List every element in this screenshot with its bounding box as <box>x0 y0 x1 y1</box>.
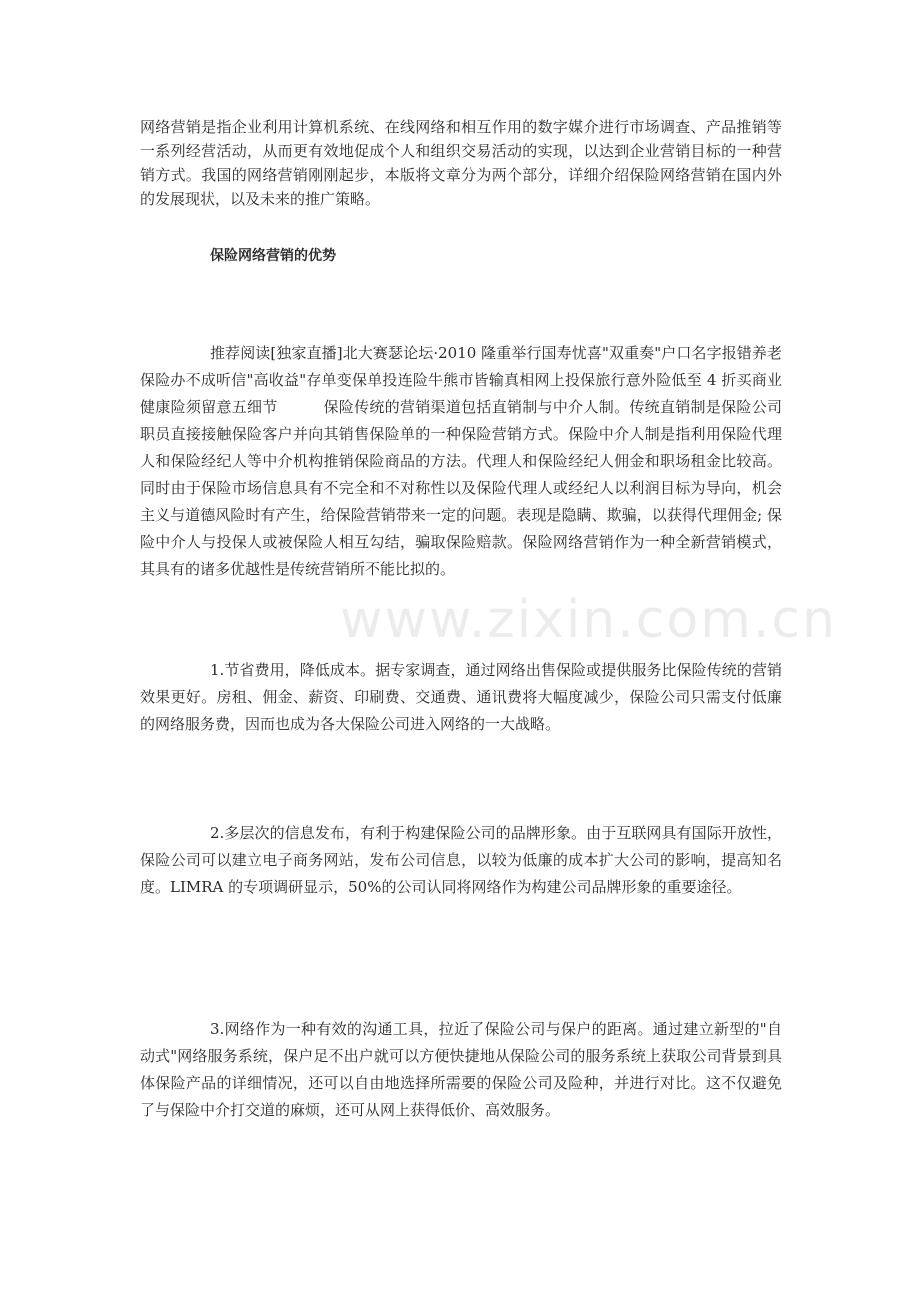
intro-paragraph: 网络营销是指企业利用计算机系统、在线网络和相互作用的数字媒介进行市场调查、产品推销等一系列经营活动，从而更有效地促成个人和组织交易活动的实现，以达到企业营销目标的一种营销方式。我国的网络营销刚刚起步，本版将文章分为两个部分，详细介绍保险网络营销在国内外的发展现状，以及未来的推广策略。 <box>140 118 782 208</box>
watermark: www.zixin.com.cn <box>340 590 837 650</box>
body-paragraph-1: 1.节省费用，降低成本。据专家调查，通过网络出售保险或提供服务比保险传统的营销效果更好。房租、佣金、薪资、印刷费、交通费、通讯费将大幅度减少，保险公司只需支付低廉的网络服务费，因而也成为各大保险公司进入网络的一大战略。 <box>140 661 782 733</box>
body-paragraph-2: 2.多层次的信息发布，有利于构建保险公司的品牌形象。由于互联网具有国际开放性，保险公司可以建立电子商务网站，发布公司信息，以较为低廉的成本扩大公司的影响，提高知名度。LIMRA 的专项调研显示，50%的公司认同将网络作为构建公司品牌形象的重要途径。 <box>140 824 782 896</box>
body-paragraph-3: 3.网络作为一种有效的沟通工具，拉近了保险公司与保户的距离。通过建立新型的"自动式"网络服务系统，保户足不出户就可以方便快捷地从保险公司的服务系统上获取公司背景到具体保险产品的详细情况，还可以自由地选择所需要的保险公司及险种，并进行对比。这不仅避免了与保险中介打交道的麻烦，还可从网上获得低价、高效服务。 <box>140 1020 782 1119</box>
section-heading: 保险网络营销的优势 <box>210 248 336 264</box>
body-paragraph-main: 推荐阅读[独家直播]北大赛瑟论坛·2010 隆重举行国寿忧喜"双重奏"户口名字报错养老保险办不成听信"高收益"存单变保单投连险牛熊市皆输真相网上投保旅行意外险低至 4 折买商业健康险须留意五细节 保险传统的营销渠道包括直销制与中介人制。传统直销制是保险公司职员直接接触保险客户并向其销售保险单的一种保险营销方式。保险中介人制是指利用保险代理人和保险经纪人等中介机构推销保险商品的方法。代理人和保险经纪人佣金和职场租金比较高。同时由于保险市场信息具有不完全和不对称性以及保险代理人或经纪人以利润目标为导向，机会主义与道德风险时有产生，给保险营销带来一定的问题。表现是隐瞒、欺骗，以获得代理佣金; 保险中介人与投保人或被保险人相互勾结，骗取保险赔款。保险网络营销作为一种全新营销模式，其具有的诸多优越性是传统营销所不能比拟的。 <box>140 344 782 578</box>
